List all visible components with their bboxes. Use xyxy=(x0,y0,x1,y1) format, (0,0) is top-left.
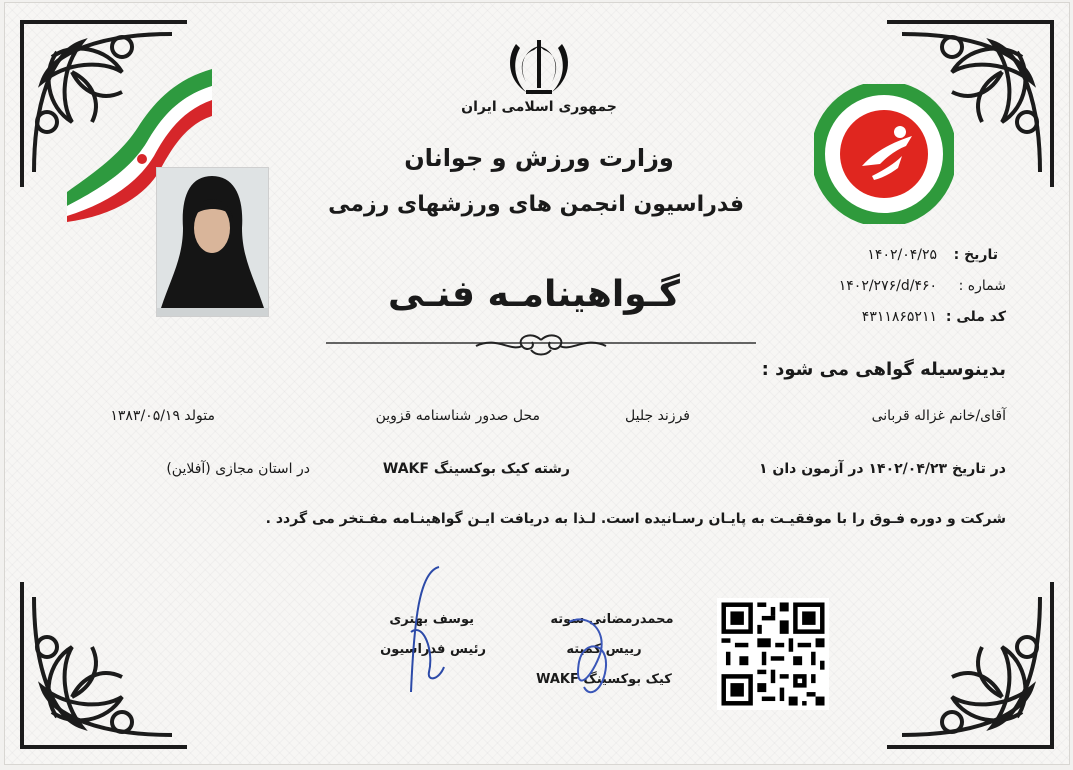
date-field xyxy=(954,247,998,263)
exam-date-line: در تاریخ ۱۴۰۲/۰۴/۲۳ در آزمون دان ۱ xyxy=(759,461,1006,477)
intro-text: بدینوسیله گواهی می شود : xyxy=(761,359,1006,380)
ministry-name: وزارت ورزش و جوانان xyxy=(404,144,674,172)
qr-code-icon xyxy=(717,598,829,710)
corner-ornament-bottom-left xyxy=(12,567,202,757)
birth-date: متولد ۱۳۸۳/۰۵/۱۹ xyxy=(110,408,215,424)
signature-2-role: رییس کمیته xyxy=(566,642,642,657)
person-name: آقای/خانم غزاله قربانی xyxy=(871,408,1006,424)
handwritten-signature-1 xyxy=(399,562,469,697)
national-id-value: ۴۳۱۱۸۶۵۲۱۱ xyxy=(861,309,937,325)
republic-name: جمهوری اسلامی ایران xyxy=(461,99,617,115)
certificate xyxy=(4,2,1070,765)
father-name: فرزند جلیل xyxy=(625,408,690,424)
corner-ornament-bottom-right xyxy=(872,567,1062,757)
signature-2-extra: کیک بوکسینگ WAKF xyxy=(536,672,672,687)
body-text: شرکت و دوره فـوق را با موفقیـت به پایـان رسـانیده است. لـذا به دریافت ایـن گواهینـامه مفـتخر می گردد . xyxy=(265,511,1006,527)
federation-logo xyxy=(814,84,954,224)
national-id-label: کد ملی : xyxy=(945,309,1006,325)
ornamental-divider xyxy=(326,332,756,358)
date-value: ۱۴۰۲/۰۴/۲۵ xyxy=(867,247,937,263)
qr-code[interactable] xyxy=(717,598,829,710)
iran-emblem-icon xyxy=(504,36,574,98)
student-photo xyxy=(156,167,269,317)
issue-place: محل صدور شناسنامه قزوین xyxy=(375,408,540,424)
signature-1-name: یوسف بهتری xyxy=(389,612,474,627)
number-value: ۱۴۰۲/۲۷۶/d/۴۶۰ xyxy=(838,278,937,294)
exam-field: رشته کیک بوکسینگ WAKF xyxy=(382,461,570,477)
certificate-title: گـواهینامـه فنـی xyxy=(388,274,680,315)
exam-province: در استان مجازی (آفلاین) xyxy=(166,461,310,477)
signature-2-name: محمدرمضانی سوته xyxy=(550,612,674,627)
date-label: تاریخ : xyxy=(953,247,998,263)
federation-name: فدراسیون انجمن های ورزشهای رزمی xyxy=(328,192,744,217)
portrait-image xyxy=(157,168,268,316)
handwritten-signature-2 xyxy=(559,602,629,702)
signature-1-role: رئیس فدراسیون xyxy=(380,642,486,657)
number-label: شماره : xyxy=(958,278,1006,294)
